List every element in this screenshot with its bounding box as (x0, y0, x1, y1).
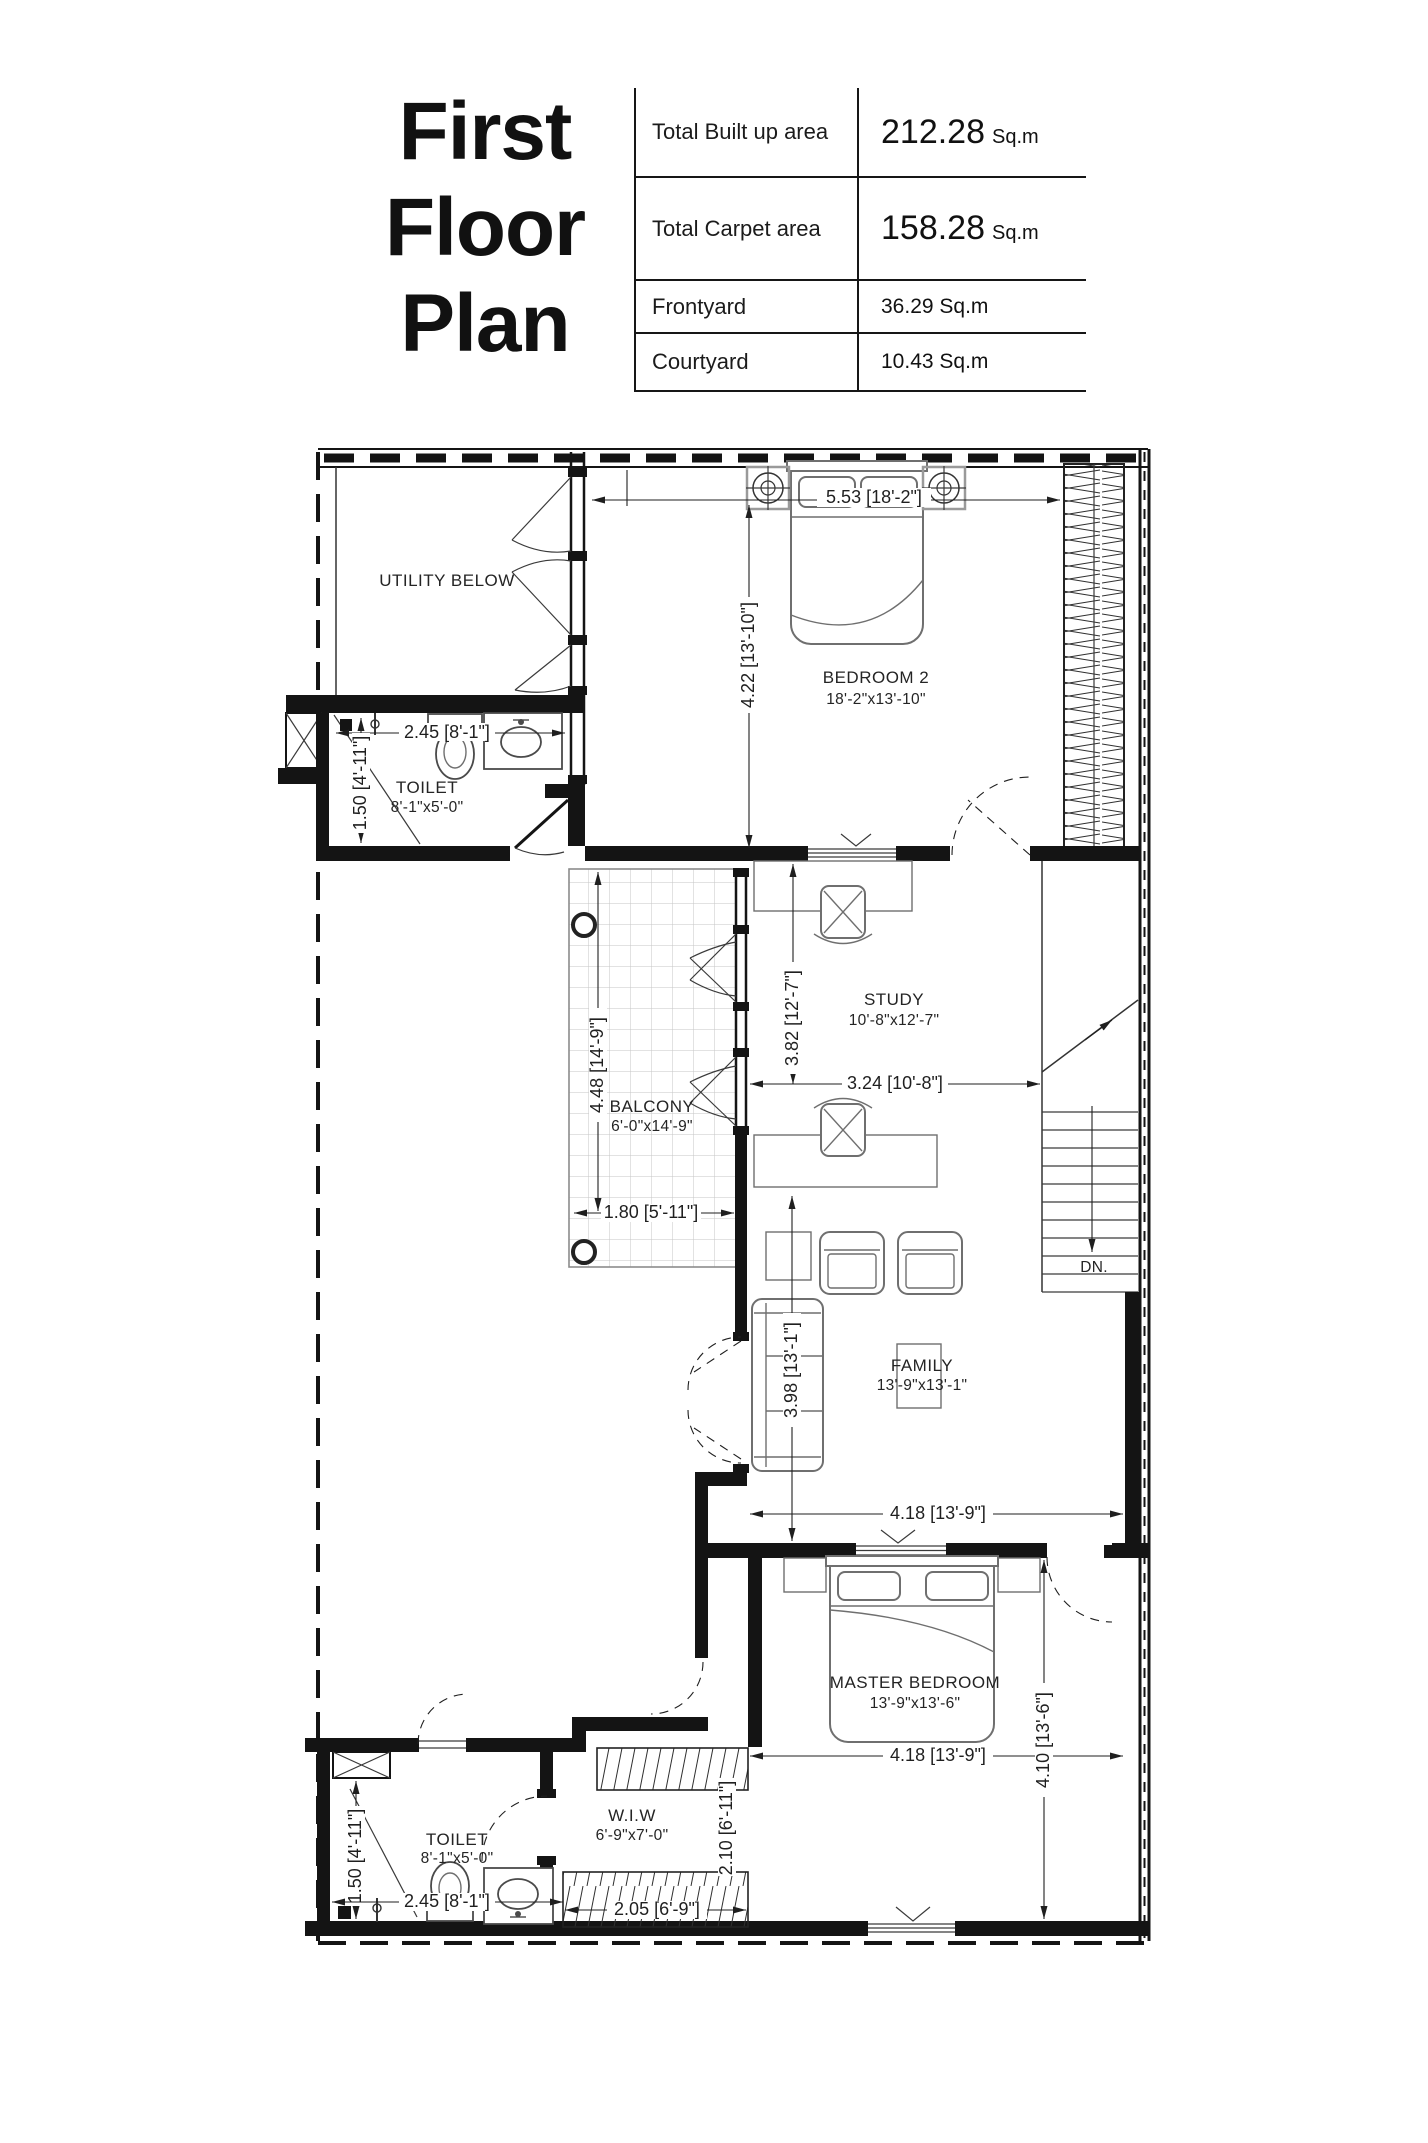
room-size-study: 10'-8"x12'-7" (848, 1012, 940, 1029)
row-label: Frontyard (652, 293, 747, 319)
master-bed (826, 1556, 1001, 1742)
room-size-bedroom2: 18'-2"x13'-10" (826, 691, 926, 708)
sink-fixture (484, 713, 562, 769)
row-label: Total Carpet area (652, 215, 821, 241)
page-title-line: Floor (385, 182, 585, 273)
svg-text:3.98 [13'-1"]: 3.98 [13'-1"] (781, 1322, 801, 1418)
room-label-balcony: BALCONY (609, 1097, 695, 1116)
dim-toilet-upper-height (350, 718, 370, 843)
row-value: 36.29 Sq.m (881, 294, 989, 318)
coffee-table (897, 1344, 941, 1408)
window-family (851, 1530, 951, 1558)
svg-text:4.22 [13'-10"]: 4.22 [13'-10"] (738, 602, 758, 708)
study-chair (814, 1099, 872, 1157)
svg-text:4.18 [13'-9"]: 4.18 [13'-9"] (890, 1503, 986, 1523)
svg-text:1.50 [4'-11"]: 1.50 [4'-11"] (345, 1808, 365, 1904)
room-toilet-upper (278, 695, 585, 861)
row-label: Total Built up area (652, 119, 829, 145)
bedside-table (998, 1558, 1040, 1592)
dim-master-width (750, 1745, 1123, 1765)
door-bedroom2 (952, 777, 1030, 855)
row-value: 212.28 (881, 112, 985, 151)
page-title-line: First (398, 86, 572, 177)
room-label-family: FAMILY (890, 1356, 954, 1375)
svg-text:1.80 [5'-11"]: 1.80 [5'-11"] (603, 1202, 699, 1222)
window-bedroom2 (803, 834, 901, 861)
bedside-table (784, 1558, 826, 1592)
room-label-utility: UTILITY BELOW (379, 571, 515, 590)
svg-text:2.05 [6'-9"]: 2.05 [6'-9"] (614, 1899, 700, 1919)
room-size-toilet-lower: 8'-1"x5'-0" (420, 1850, 494, 1867)
armchair (820, 1232, 884, 1294)
room-label-toilet-upper: TOILET (395, 778, 459, 797)
room-toilet-lower (305, 1694, 585, 1936)
room-size-balcony: 6'-0"x14'-9" (611, 1118, 693, 1135)
room-label-wiw: W.I.W (608, 1806, 656, 1825)
room-balcony (569, 868, 749, 1267)
dim-family-width (750, 1503, 1123, 1523)
svg-text:3.82 [12'-7"]: 3.82 [12'-7"] (782, 970, 802, 1066)
room-size-wiw: 6'-9"x7'-0" (595, 1827, 669, 1844)
column-marker (746, 466, 790, 510)
room-study (750, 861, 1040, 1187)
room-size-toilet-upper: 8'-1"x5'-0" (390, 799, 464, 816)
row-label: Courtyard (652, 349, 749, 375)
study-chair (814, 886, 872, 944)
room-bedroom2 (585, 461, 1140, 861)
room-size-family: 13'-9"x13'-1" (876, 1377, 968, 1394)
svg-text:2.10 [6'-11"]: 2.10 [6'-11"] (716, 1780, 736, 1876)
svg-text:1.50 [4'-11"]: 1.50 [4'-11"] (350, 735, 370, 831)
svg-text:5.53 [18'-2"]: 5.53 [18'-2"] (826, 487, 922, 507)
svg-text:4.48 [14'-9"]: 4.48 [14'-9"] (587, 1017, 607, 1113)
svg-text:2.45 [8'-1"]: 2.45 [8'-1"] (404, 722, 490, 742)
svg-text:3.24 [10'-8"]: 3.24 [10'-8"] (847, 1073, 943, 1093)
svg-text:4.10 [13'-6"]: 4.10 [13'-6"] (1033, 1692, 1053, 1788)
dim-master-height (1033, 1560, 1053, 1919)
dim-study-height (782, 864, 802, 1084)
room-family (688, 1135, 1148, 1558)
row-unit: Sq.m (992, 125, 1039, 148)
utility-window-leaves (512, 477, 571, 692)
row-value: 10.43 Sq.m (881, 350, 989, 373)
wardrobe-bedroom2 (1064, 464, 1124, 848)
room-label-bedroom2: BEDROOM 2 (822, 668, 930, 687)
door-master (1047, 1545, 1112, 1622)
window-master (863, 1907, 960, 1936)
room-label-study: STUDY (863, 990, 925, 1009)
row-unit: Sq.m (992, 222, 1039, 244)
room-label-master: MASTER BEDROOM (829, 1673, 1001, 1692)
armchair (898, 1232, 962, 1294)
room-label-toilet-lower: TOILET (425, 1830, 489, 1849)
door-toilet-lower-entry (414, 1694, 471, 1752)
dim-family-height (781, 1196, 801, 1541)
stairs-down-label: DN. (1080, 1259, 1108, 1276)
svg-text:4.18 [13'-9"]: 4.18 [13'-9"] (890, 1745, 986, 1765)
dim-bedroom2-height (738, 505, 758, 848)
door-toilet-upper (515, 800, 568, 855)
page-title-line: Plan (400, 278, 570, 369)
room-wiw (563, 1557, 762, 1927)
row-value: 158.28 (881, 209, 985, 247)
family-west-doors (688, 1337, 741, 1463)
stairs (1042, 861, 1140, 1543)
dim-toilet-lower-height (345, 1781, 365, 1919)
room-size-master: 13'-9"x13'-6" (869, 1695, 961, 1712)
svg-text:2.45 [8'-1"]: 2.45 [8'-1"] (404, 1891, 490, 1911)
dim-wiw-height (716, 1778, 736, 1876)
side-table (766, 1232, 811, 1280)
